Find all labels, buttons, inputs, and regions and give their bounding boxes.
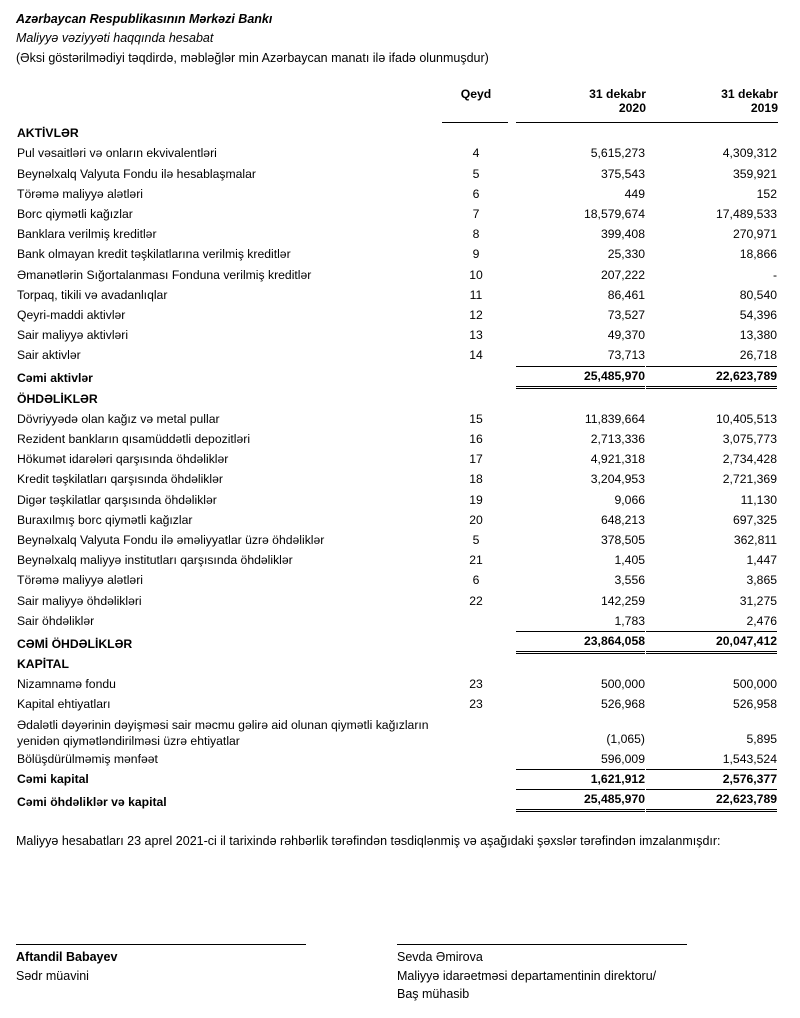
table-row: Dövriyyədə olan kağız və metal pullar 15 11,839,664 10,405,513 (17, 411, 777, 426)
section-title-equity: KAPİTAL (17, 657, 69, 671)
table-row: Törəmə maliyyə alətləri 6 449 152 (17, 186, 777, 201)
table-row: Qeyri-maddi aktivlər 12 73,527 54,396 (17, 307, 777, 322)
signatory-title-line2: Baş mühasib (397, 986, 470, 1001)
signatory-title: Sədr müavini (16, 968, 89, 983)
column-header-row-2 (16, 101, 778, 115)
table-row: Kapital ehtiyatları 23 526,968 526,958 (17, 697, 777, 712)
table-row: Bölüşdürülməmiş mənfəət 596,009 1,543,524 (17, 752, 777, 767)
financial-position-table (16, 74, 778, 812)
col-header-year2-top: 31 dekabr (721, 87, 778, 102)
table-row: Hökumət idarələri qarşısında öhdəliklər 17 4,921,318 2,734,428 (17, 452, 777, 467)
table-row: Buraxılmış borc qiymətli kağızlar 20 648,213 697,325 (17, 512, 777, 527)
signature-line (397, 944, 687, 945)
table-row: Ədalətli dəyərinin dəyişməsi sair məcmu gəlirə aid olunan qiymətli kağızların yenidən qiymətləndirilməsi üzrə ehtiyatlar (1,065) 5,895 (17, 717, 777, 748)
currency-note: (Əksi göstərilmədiyi təqdirdə, məbləğlər min Azərbaycan manatı ilə ifadə olunmuşdur) (16, 50, 489, 65)
report-title: Maliyyə vəziyyəti haqqında hesabat (16, 31, 214, 46)
column-header-rule (16, 115, 778, 123)
total-liabilities-and-equity-row: Cəmi öhdəliklər və kapital 25,485,970 22,623,789 (16, 789, 778, 812)
section-title-liabilities: ÖHDƏLİKLƏR (17, 391, 98, 406)
col-header-year1-top: 31 dekabr (589, 87, 646, 102)
table-row: Nizamnamə fondu 23 500,000 500,000 (17, 677, 777, 692)
column-header-row-1 (16, 81, 778, 101)
table-row: Bank olmayan kredit təşkilatlarına verilmiş kreditlər 9 25,330 18,866 (17, 247, 777, 262)
signature-column-2 (397, 944, 778, 1003)
table-row: Borc qiymətli kağızlar 7 18,579,674 17,489,533 (17, 206, 777, 221)
signature-block (16, 944, 778, 1003)
col-header-year1-bottom: 2020 (618, 101, 646, 116)
table-row: Sair maliyyə öhdəlikləri 22 142,259 31,275 (17, 593, 777, 608)
total-liabilities-row: CƏMİ ÖHDƏLİKLƏR 23,864,058 20,047,412 (16, 631, 778, 654)
bank-name: Azərbaycan Respublikasının Mərkəzi Bankı (16, 12, 273, 26)
table-row: Sair öhdəliklər 1,783 2,476 (17, 613, 777, 628)
col-header-note: Qeyd (460, 87, 492, 102)
table-row: Beynəlxalq Valyuta Fondu ilə hesablaşmalar 5 375,543 359,921 (17, 166, 777, 181)
table-row: Digər təşkilatlar qarşısında öhdəliklər 19 9,066 11,130 (17, 492, 777, 507)
signature-column-1 (16, 944, 397, 1003)
signature-line (16, 944, 306, 945)
section-title-assets: AKTİVLƏR (17, 126, 79, 141)
spacer (16, 74, 778, 81)
table-row: Sair maliyyə aktivləri 13 49,370 13,380 (17, 328, 777, 343)
total-equity-row: Cəmi kapital 1,621,912 2,576,377 (16, 769, 778, 789)
table-row: Rezident bankların qısamüddətli depozitləri 16 2,713,336 3,075,773 (17, 431, 777, 446)
total-assets-row: Cəmi aktivlər 25,485,970 22,623,789 (16, 366, 778, 389)
approval-statement: Maliyyə hesabatları 23 aprel 2021-ci il tarixində rəhbərlik tərəfindən təsdiqlənmiş və aşağıdaki şəxslər tərəfindən imzalanmışdır: (16, 834, 721, 849)
table-row: Pul vəsaitləri və onların ekvivalentləri 4 5,615,273 4,309,312 (17, 146, 777, 161)
signatory-name: Sevda Əmirova (397, 949, 483, 964)
table-row: Beynəlxalq maliyyə institutları qarşısında öhdəliklər 21 1,405 1,447 (17, 553, 777, 568)
table-row: Əmanətlərin Sığortalanması Fonduna verilmiş kreditlər 10 207,222 - (17, 267, 777, 282)
table-row: Törəmə maliyyə alətləri 6 3,556 3,865 (17, 573, 777, 588)
table-row: Banklara verilmiş kreditlər 8 399,408 270,971 (17, 227, 777, 242)
signatory-name: Aftandil Babayev (16, 949, 118, 964)
col-header-year2-bottom: 2019 (750, 101, 778, 116)
table-row: Torpaq, tikili və avadanlıqlar 11 86,461 80,540 (17, 287, 777, 302)
table-row: Kredit təşkilatları qarşısında öhdəliklər 18 3,204,953 2,721,369 (17, 472, 777, 487)
table-row: Sair aktivlər 14 73,713 26,718 (17, 348, 777, 363)
table-row: Beynəlxalq Valyuta Fondu ilə əməliyyatlar üzrə öhdəliklər 5 378,505 362,811 (17, 532, 777, 547)
signatory-title: Maliyyə idarəetməsi departamentinin direktoru/ (397, 968, 657, 983)
